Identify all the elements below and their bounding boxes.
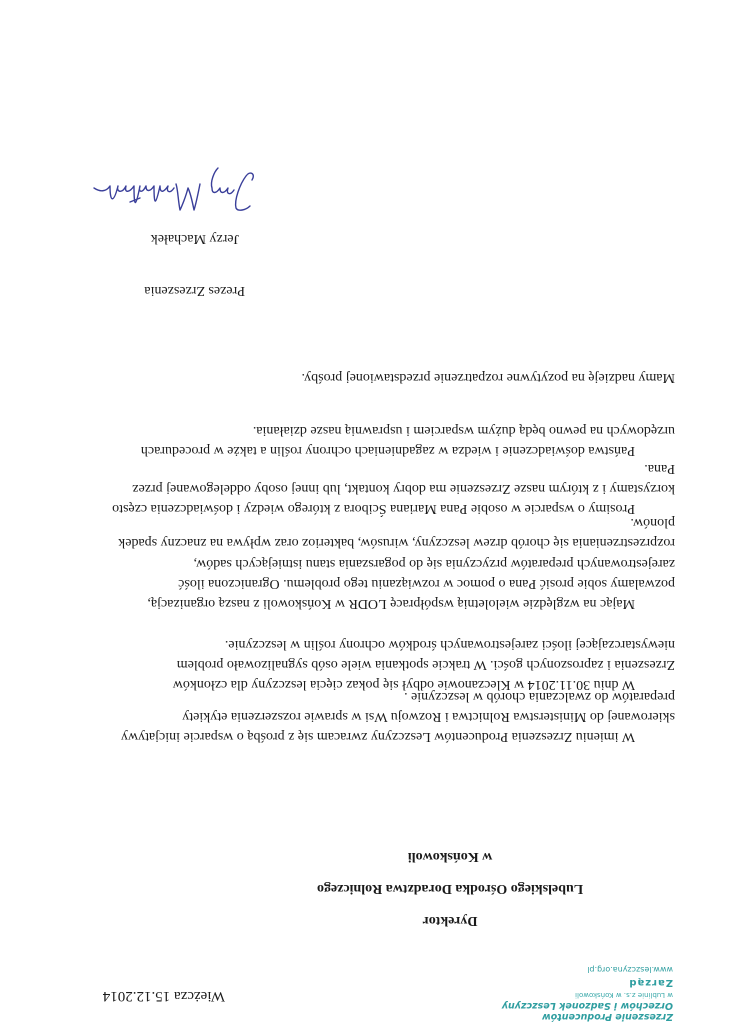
stamp-line-4: Zarząd xyxy=(628,977,673,988)
signer-role: Prezes Zrzeszenia xyxy=(144,283,245,298)
paragraph-line: Pana. xyxy=(644,460,675,476)
stamp-line-2: Orzechów i Sadzonek Leszczyny xyxy=(501,1000,673,1011)
paragraph-6 xyxy=(302,367,675,387)
addressee-location: w Końskowoli xyxy=(407,849,493,864)
stamp-website: www.leszczyna.org.pl xyxy=(587,965,673,974)
paragraph-line: pozwalamy sobie prosić Pana o pomoc w rozwiązaniu tego problemu. Ograniczona ilość xyxy=(178,575,675,591)
paragraph-line: urzędowych na pewno będą dużym wsparciem i usprawnią nasze działania. xyxy=(252,422,675,438)
paragraph-line: Prosimy o wsparcie w osobie Pana Mariana Ścibora z którego wiedzy i doświadczenia często xyxy=(112,501,635,516)
paragraph-line: Zrzeszenia i zaproszonych gości. W trakcie spotkania wiele osób sygnalizowało problem xyxy=(176,656,675,672)
paragraph-line: rozprzestrzeniania się chorób drzew leszczyny, wirusów, bakterioz oraz wpływa na znaczny spadek xyxy=(118,535,675,551)
paragraph-line: skierowanej do Ministerstwa Rolnictwa i Rozwoju Wsi w sprawie rozszerzenia etykiety xyxy=(182,708,675,724)
paragraph-line: Państwa doświadczenie i wiedza w zagadnieniach ochrony roślin a także w procedurach xyxy=(140,443,635,458)
paragraph-line: niewystarczającej ilości zarejestrowanych środków ochrony roślin w leszczynie. xyxy=(224,636,675,652)
organization-stamp xyxy=(453,964,673,1022)
paragraph-line: zarejestrowanych preparatów przyczynia się do pogarszania stanu istniejących sadów, xyxy=(193,555,675,571)
paragraph-line: Mamy nadzieję na pozytywne rozpatrzenie przedstawionej prośby. xyxy=(301,370,675,385)
paragraph-line: W dniu 30.11.2014 w Kleczanowie odbył się pokaz cięcia leszczyny dla członków xyxy=(172,677,635,692)
paragraph-line: korzystamy i z którym nasze Zrzeszenie ma dobry kontakt, lub innej osoby oddelegowanej przez xyxy=(132,480,675,496)
paragraph-line: preparatów do zwalczania chorób w leszczynie . xyxy=(404,688,675,704)
addressee-title: Dyrektor xyxy=(422,913,478,928)
addressee-block xyxy=(255,840,645,936)
paragraph-line: W imieniu Zrzeszenia Producentów Leszczyny zwracam się z prośbą o wsparcie inicjatywy xyxy=(120,729,635,744)
addressee-institution: Lubelskiego Ośrodka Doradztwa Rolniczego xyxy=(316,881,584,896)
paragraph-line: plonów. xyxy=(630,515,675,531)
paragraph-line: Mając na względzie wieloletnią współpracę LODR w Końskowoli z naszą organizacją, xyxy=(147,596,635,611)
paragraph-1 xyxy=(121,685,675,746)
paragraph-4 xyxy=(112,457,675,518)
handwritten-signature xyxy=(85,164,260,224)
paragraph-3 xyxy=(118,512,675,613)
stamp-line-1: Zrzeszenie Producentów xyxy=(541,1011,673,1022)
paragraph-5 xyxy=(141,420,675,460)
paragraph-2 xyxy=(173,633,675,694)
signer-name: Jerzy Machałek xyxy=(150,231,239,246)
stamp-line-3: w Lublinie z.s. w Końskowoli xyxy=(575,991,673,999)
place-and-date: Wieżcza 15.12.2014 xyxy=(102,988,225,1004)
